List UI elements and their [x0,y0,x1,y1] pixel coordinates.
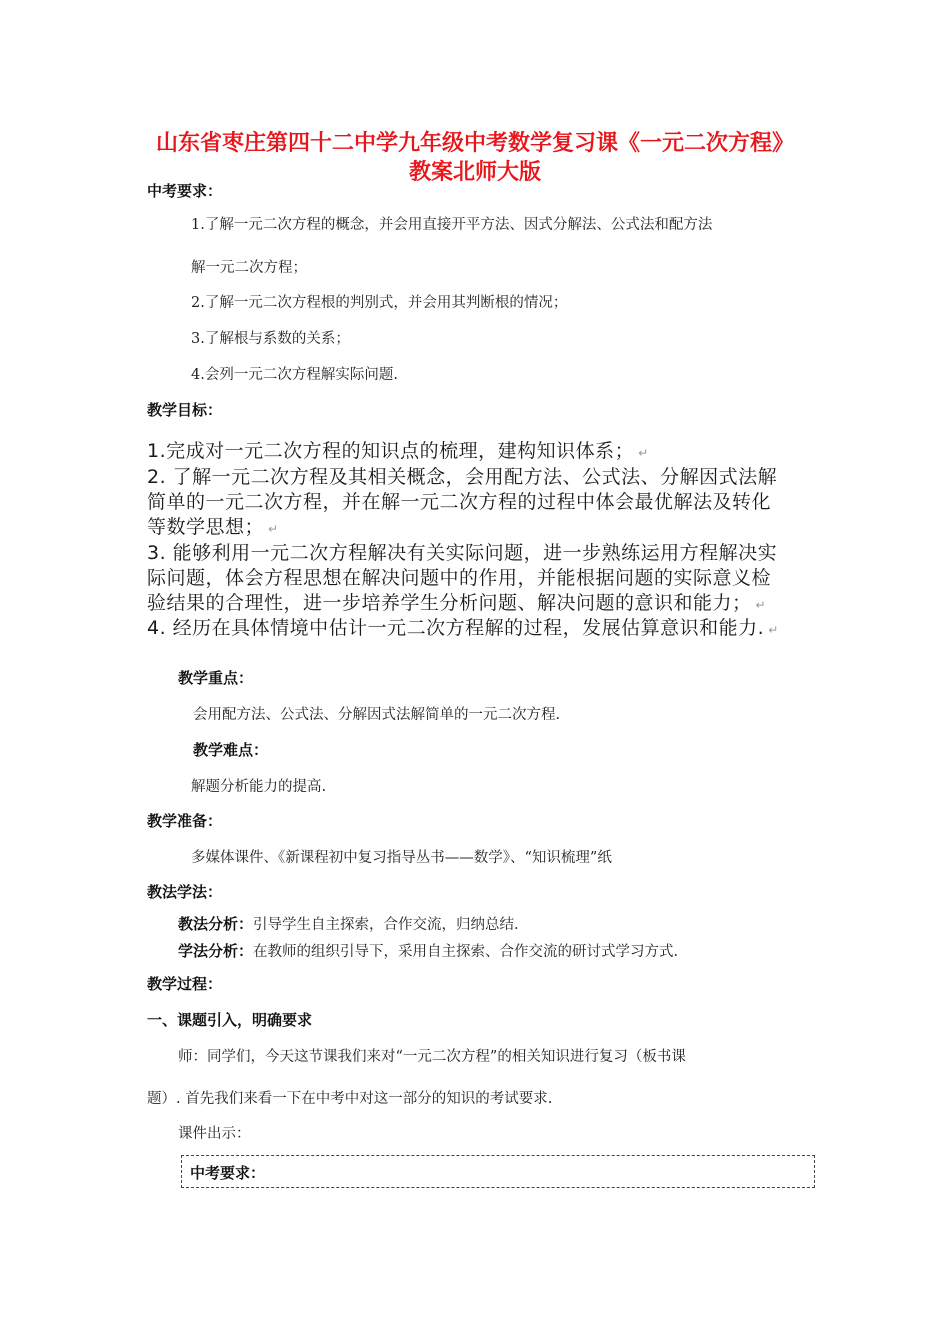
document-title-line-1: 山东省枣庄第四十二中学九年级中考数学复习课《一元二次方程》 [155,131,794,156]
teaching-goal-line: 等数学思想； ↵ [147,516,279,538]
paragraph-mark: ↵ [768,623,779,637]
process-paragraph-line: 师：同学们，今天这节课我们来对“一元二次方程”的相关知识进行复习（板书课 [178,1049,686,1065]
teaching-goal-line: 4. 经历在具体情境中估计一元二次方程解的过程，发展估算意识和能力. ↵ [147,617,779,639]
teaching-goal-line: 验结果的合理性，进一步培养学生分析问题、解决问题的意识和能力； ↵ [147,592,767,614]
exam-requirements-heading: 中考要求： [147,182,223,200]
exam-requirement-item: 1.了解一元二次方程的概念，并会用直接开平方法、因式分解法、公式法和配方法 [191,217,713,233]
teaching-goal-line: 3. 能够利用一元二次方程解决有关实际问题，进一步熟练运用方程解决实 [147,542,778,564]
teaching-goal-line: 1.完成对一元二次方程的知识点的梳理，建构知识体系； ↵ [147,440,649,462]
courseware-box [181,1155,815,1188]
courseware-box-heading: 中考要求： [190,1164,266,1182]
exam-requirement-item: 4.会列一元二次方程解实际问题. [191,367,398,383]
teaching-goal-line: 2. 了解一元二次方程及其相关概念，会用配方法、公式法、分解因式法解 [147,466,778,488]
methods-heading: 教法学法： [147,883,223,901]
teaching-goal-line: 际问题，体会方程思想在解决问题中的作用，并能根据问题的实际意义检 [147,567,772,589]
paragraph-mark: ↵ [268,522,279,536]
courseware-label: 课件出示： [178,1126,251,1142]
teaching-goals-heading: 教学目标： [147,401,223,419]
exam-requirement-item: 解一元二次方程； [191,260,307,276]
key-points-text: 会用配方法、公式法、分解因式法解简单的一元二次方程. [193,707,561,723]
process-heading: 教学过程： [147,975,223,993]
difficulties-heading: 教学难点： [193,741,269,759]
teaching-method-text: 引导学生自主探索，合作交流，归纳总结. [253,917,519,933]
preparation-text: 多媒体课件、《新课程初中复习指导丛书——数学》、“知识梳理”纸 [191,850,612,866]
learning-method-text: 在教师的组织引导下，采用自主探索、合作交流的研讨式学习方式. [253,944,679,960]
key-points-heading: 教学重点： [178,669,254,687]
paragraph-mark: ↵ [755,598,767,612]
document-title-line-2: 教案北师大版 [408,160,541,185]
exam-requirement-item: 3.了解根与系数的关系； [191,331,350,347]
paragraph-mark: ↵ [638,446,649,460]
teaching-method-label: 教法分析： [178,915,254,933]
process-paragraph-line: 题）. 首先我们来看一下在中考中对这一部分的知识的考试要求. [147,1091,553,1107]
exam-requirement-item: 2.了解一元二次方程根的判别式，并会用其判断根的情况； [191,295,568,311]
difficulties-text: 解题分析能力的提高. [191,779,327,795]
section-heading: 一、课题引入，明确要求 [147,1011,313,1029]
teaching-goal-line: 简单的一元二次方程，并在解一元二次方程的过程中体会最优解法及转化 [147,491,772,513]
teaching-method-line [178,913,519,934]
learning-method-line [178,940,678,961]
learning-method-label: 学法分析： [178,942,254,960]
preparation-heading: 教学准备： [147,812,223,830]
